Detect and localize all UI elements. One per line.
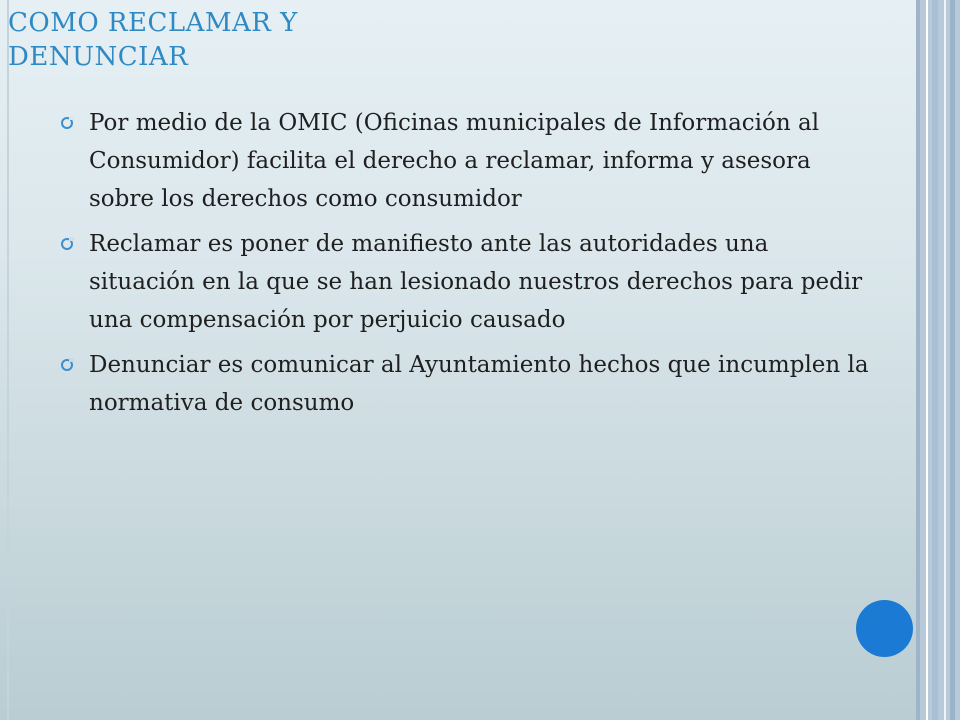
list-item (60, 225, 880, 339)
right-decorative-band (916, 0, 960, 720)
bullet-text: Reclamar es poner de manifiesto ante las autoridades una situación en la que se han lesionado nuestros derechos para pedir una compensación por perjuicio causado (89, 231, 863, 333)
bullet-text: Denunciar es comunicar al Ayuntamiento hechos que incumplen la normativa de consumo (89, 352, 869, 416)
title-line-2: DENUNCIAR (8, 42, 189, 72)
ring-bullet-icon (60, 116, 74, 130)
bullet-text: Por medio de la OMIC (Oficinas municipales de Información al Consumidor) facilita el derecho a reclamar, informa y asesora sobre los derechos como consumidor (89, 110, 820, 212)
title-line-1: COMO RECLAMAR Y (8, 8, 298, 38)
page-title (8, 6, 568, 74)
left-divider (7, 0, 9, 720)
list-item (60, 104, 880, 218)
ring-bullet-icon (60, 358, 74, 372)
ring-bullet-icon (60, 237, 74, 251)
list-item (60, 346, 880, 422)
accent-circle (856, 600, 913, 657)
bullet-list (60, 104, 880, 429)
